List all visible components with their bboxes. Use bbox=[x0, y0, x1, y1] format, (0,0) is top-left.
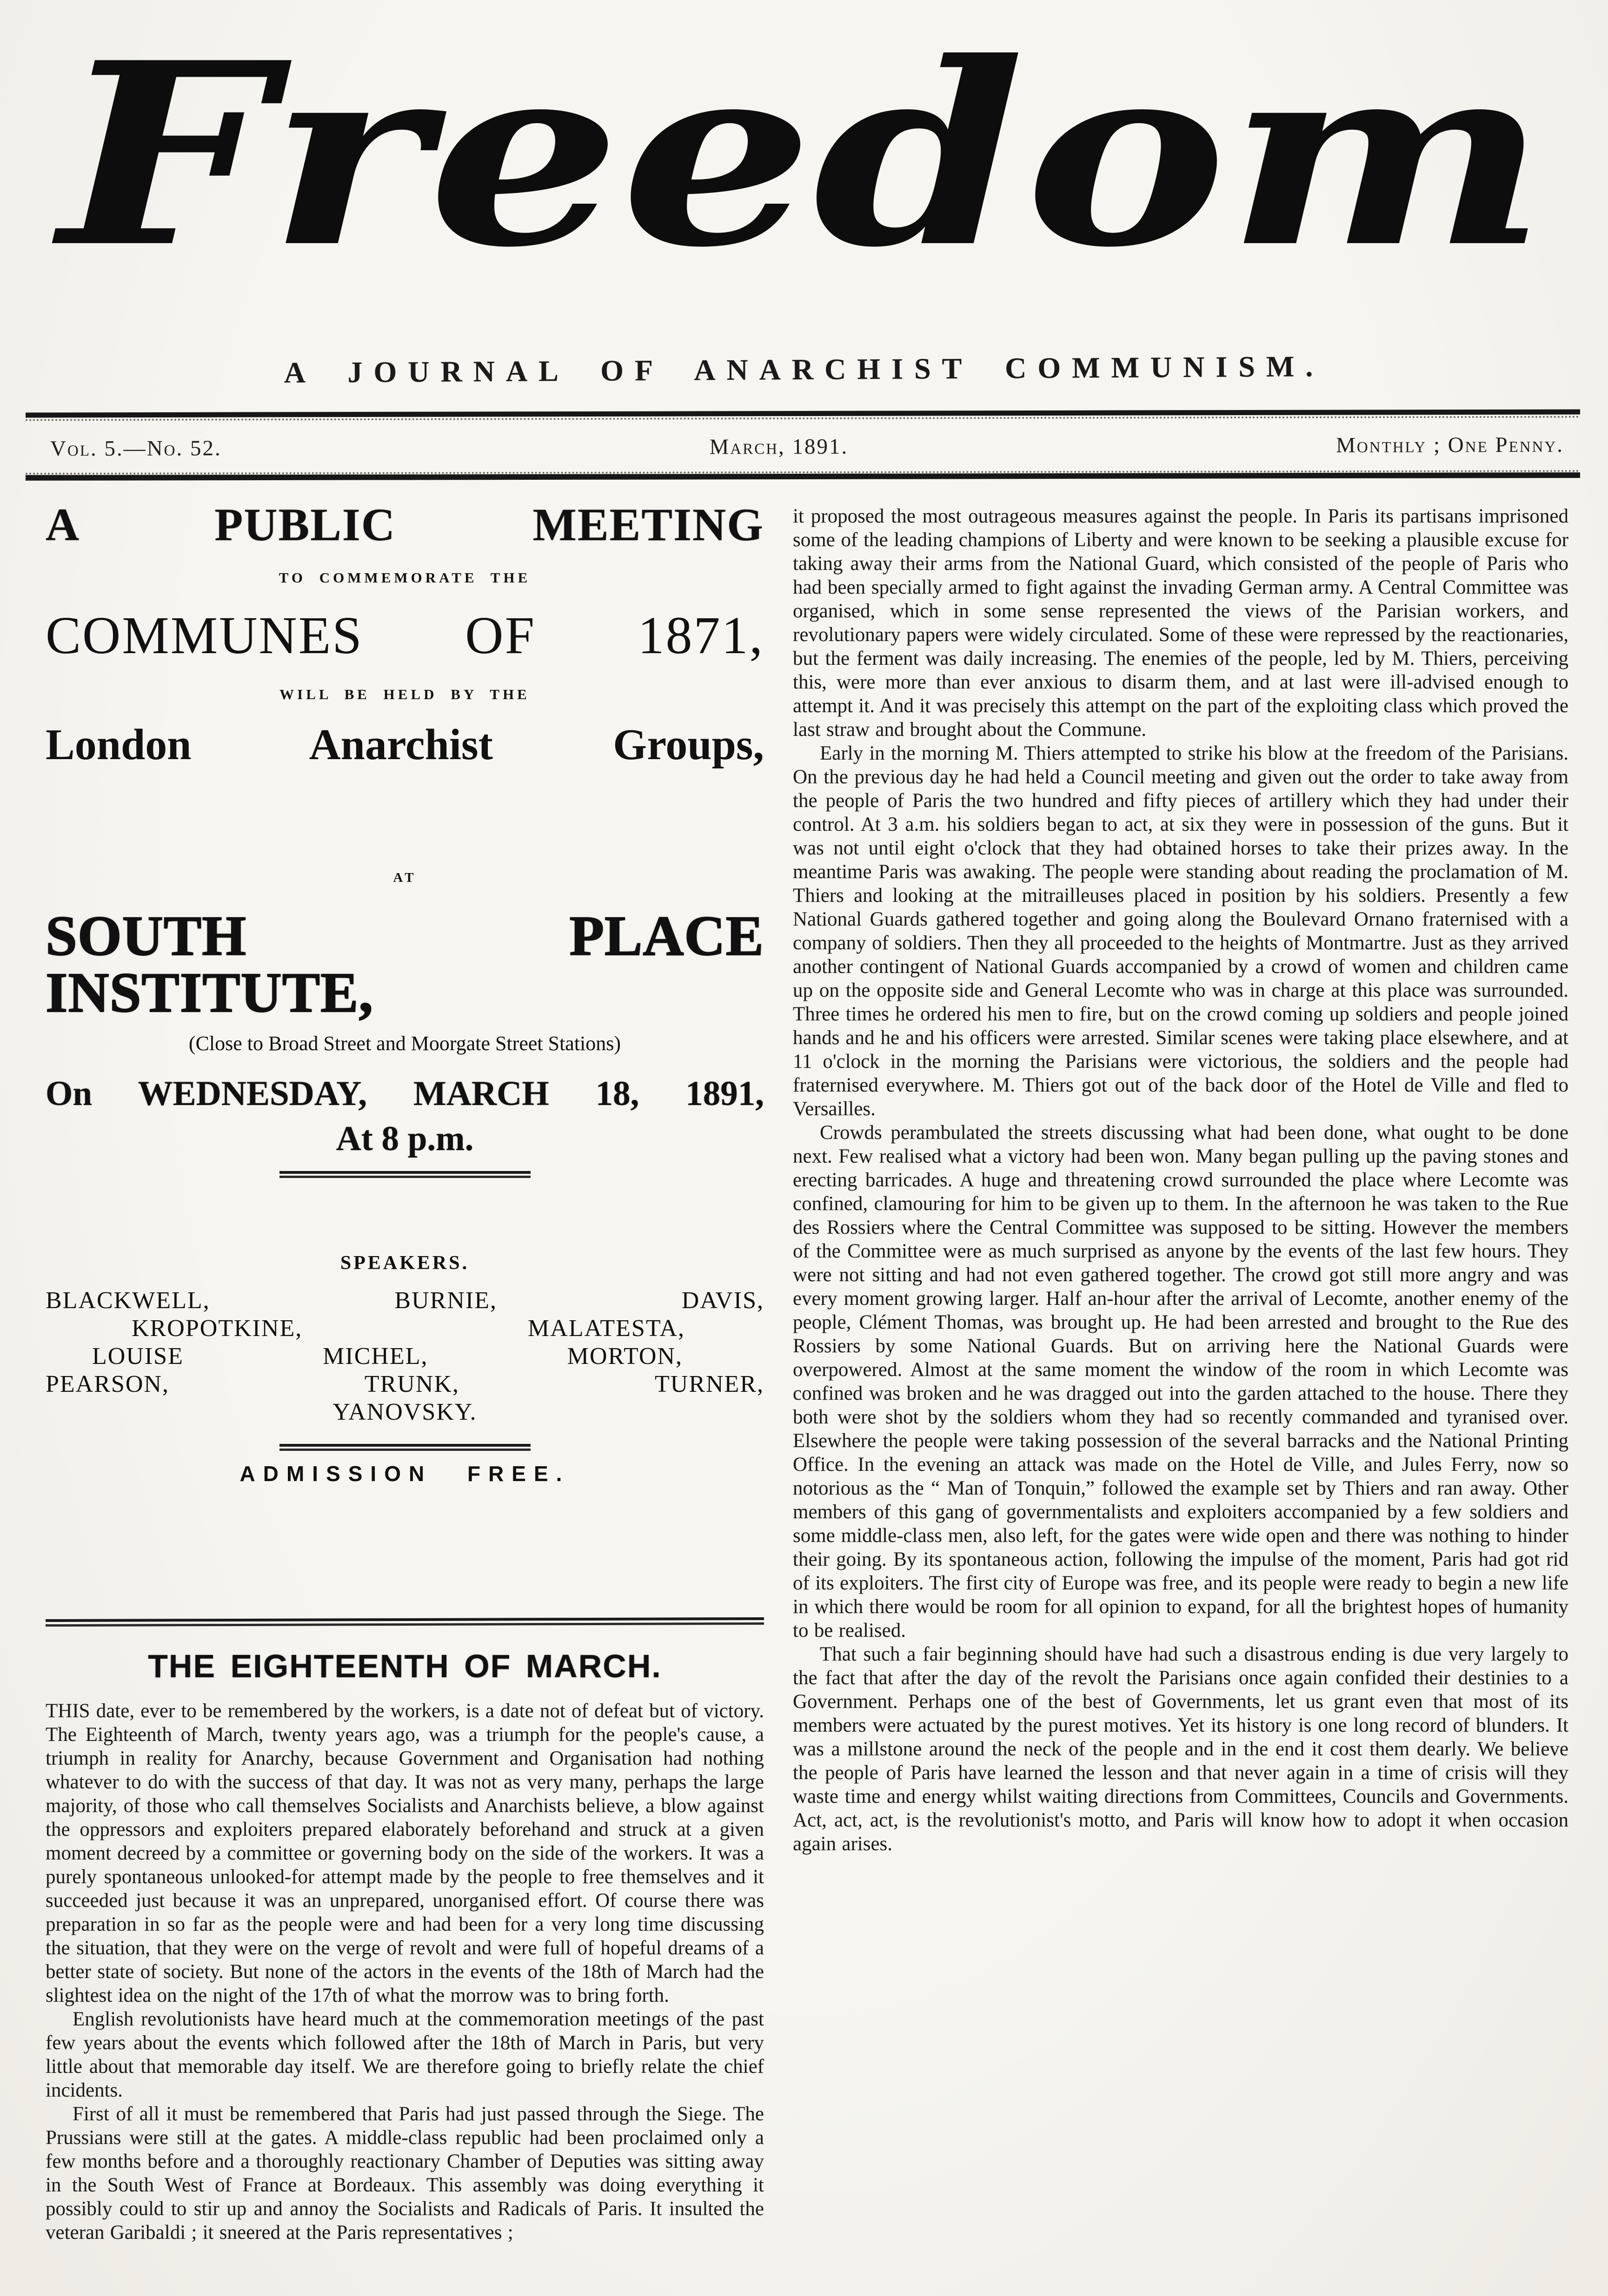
paragraph: That such a fair beginning should have had such a disastrous ending is due very largely to the fact that after the day of the revolt the Parisians once again confided their destinies to a Government. Perhaps one of the best of Governments, let us grant even that most of its members were actuated by the purest motives. Yet its history is one long record of blunders. It was a millstone around the neck of the people and in the end it cost them dearly. We believe the people of Paris have learned the lesson and that never again in a time of crisis will they waste time and energy whilst waiting directions from Committees, Councils and Governments. Act, act, act, is the revolutionist's motto, and Paris will know how to adopt it when occasion again arises. bbox=[793, 1643, 1568, 1855]
issue-line bbox=[50, 432, 1564, 462]
paragraph: First of all it must be remembered that Paris had just passed through the Siege. The Prussians were still at the gates. A middle-class republic had been proclaimed only a few months before and a thoroughly reactionary Chamber of Deputies was sitting away in the South West of France at Bordeaux. This assembly was doing everything it possibly could to stir up and annoy the Socialists and Radicals of Paris. It insulted the veteran Garibaldi ; it sneered at the Paris representatives ; bbox=[46, 2103, 764, 2243]
admission-line: ADMISSION FREE. bbox=[239, 1462, 570, 1486]
speakers-heading: SPEAKERS. bbox=[340, 1252, 470, 1274]
right-column bbox=[793, 502, 1568, 2244]
communes-line: COMMUNES OF 1871, bbox=[46, 606, 764, 665]
paragraph: THIS date, ever to be remembered by the workers, is a date not of defeat but of victory. The Eighteenth of March, twenty years ago, was a triumph for the people's cause, a triumph in reality for Anarchy, because Government and Organisation had nothing whatever to do with the success of that day. It was not as very many, perhaps the large majority, of those who call themselves Socialists and Anarchists believe, a blow against the oppressors and exploiters prepared elaborately beforehand and struck at a given moment decreed by a committee or governing body on the side of the workers. It was a purely spontaneous unlooked-for attempt made by the people to free themselves and it succeeded just because it was an unprepared, unorganised effort. Of course there was preparation in so far as the people were and had been for a very long time discussing the situation, that they were on the verge of revolt and were full of hopeful dreams of a better state of society. But none of the actors in the events of the 18th of March had the slightest idea on the night of the 17th of what the morrow was to bring forth. bbox=[46, 1700, 764, 2006]
speaker-line: KROPOTKINE, MALATESTA, bbox=[132, 1315, 685, 1342]
paragraph: Crowds perambulated the streets discussing what had been done, what ought to be done next. Few realised what a victory had been won. Many began pulling up the paving stones and erecting barricades. A huge and threatening crowd surrounded the place where Lecomte was confined, clamouring for him to be given up to them. In the afternoon he was taken to the Rue des Rossiers where the Central Committee was supposed to be sitting. However the members of the Committee were as much surprised as anyone by the events of the last few hours. They were not sitting and had not even gathered together. The crowd got still more angry and was every moment growing larger. Half an-hour after the arrival of Lecomte, another enemy of the people, Clément Thomas, was brought up. He had been arrested and brought to the Rue des Rossiers by some National Guards. But on arriving here the National Guards were overpowered. Almost at the same moment the window of the room in which Lecomte was confined was broken and he was dragged out into the garden attached to the house. There they both were shot by the soldiers whom they had so recently commanded and tyranised over. Elsewhere the people were taking possession of the several barracks and the National Printing Office. In the evening an attack was made on the Hotel de Ville, and Jules Ferry, now so notorious as the “ Man of Tonquin,” followed the example set by Thiers and ran away. Other members of this gang of governmentalists and exploiters accompanied by a few soldiers and some middle-class men, also left, for the gates were wide open and there was nothing to hinder their going. By its spontaneous action, following the impulse of the moment, Paris had got rid of its exploiters. The first city of Europe was free, and its people were ready to begin a new life in which there would be room for all opinion to expand, for all the brightest hopes of humanity to be realised. bbox=[793, 1122, 1568, 1641]
commemorate-line: TO COMMEMORATE THE bbox=[279, 569, 531, 586]
stations-line: (Close to Broad Street and Moorgate Street Stations) bbox=[188, 1032, 621, 1055]
paragraph: Early in the morning M. Thiers attempted to strike his blow at the freedom of the Parisians. On the previous day he had held a Council meeting and given out the order to take away from the people of Paris the two hundred and fifty pieces of artillery which they had under their control. At 3 a.m. his soldiers began to act, at six they were in possession of the guns. But it was not until eight o'clock that they had obtained horses to take their prizes away. In the meantime Paris was awaking. The people were standing about reading the proclamation of M. Thiers and looking at the mitrailleuses placed in position by his soldiers. Presently a few National Guards gathered together and going along the Boulevard Ornano fraternised with a company of soldiers. Then they all proceeded to the heights of Montmartre. Just as they arrived another contingent of National Guards accompanied by a crowd of women and children came up on the opposite side and General Lecomte who was in charge at this place was surrounded. Three times he ordered his men to fire, but on the crowd coming up soldiers and people joined hands and he and his officers were arrested. Similar scenes were taking place elsewhere, and at 11 o'clock in the morning the Parisians were victorious, the soldiers and the people had fraternised everywhere. M. Thiers got out of the back door of the Hotel de Ville and fled to Versailles. bbox=[793, 742, 1568, 1120]
article-divider bbox=[46, 1617, 764, 1627]
speaker-line: YANOVSKY. bbox=[332, 1399, 477, 1425]
speakers-list bbox=[46, 1287, 764, 1426]
at-line: AT bbox=[393, 870, 417, 885]
paragraph: it proposed the most outrageous measures against the people. In Paris its partisans imprisoned some of the leading champions of Liberty and were known to be seeking a plausible excuse for taking away their arms from the National Guard, which consisted of the people of Paris who had been specially armed to fight against the invading German army. A Central Committee was organised, which in some sense represented the views of the Parisian workers, and revolutionary papers were widely circulated. Some of these were repressed by the reactionaries, but the ferment was daily increasing. The enemies of the people, led by M. Thiers, perceiving this, were more than ever anxious to disarm them, and at last were ill-advised enough to attempt it. And it was precisely this attempt on the part of the exploiting class which proved the last straw and brought about the Commune. bbox=[793, 505, 1568, 741]
masthead-divider-bottom bbox=[26, 470, 1580, 481]
short-divider bbox=[279, 1444, 531, 1451]
groups-line: London Anarchist Groups, bbox=[46, 721, 764, 769]
masthead-logo bbox=[46, 26, 1562, 316]
held-by-line: WILL BE HELD BY THE bbox=[279, 686, 530, 702]
speaker-line: BLACKWELL, BURNIE, DAVIS, bbox=[46, 1287, 764, 1314]
masthead-title: Freedom bbox=[49, 26, 1548, 303]
left-column bbox=[46, 499, 764, 2244]
speaker-line: PEARSON, TRUNK, TURNER, bbox=[46, 1371, 764, 1397]
venue-line: SOUTH PLACE INSTITUTE, bbox=[46, 905, 764, 1024]
issue-date: March, 1891. bbox=[709, 434, 849, 459]
short-divider bbox=[279, 1171, 531, 1178]
page-columns bbox=[0, 499, 1608, 2244]
paragraph: English revolutionists have heard much at the commemoration meetings of the past few years about the events which followed after the 18th of March in Paris, but very little about that memorable day itself. We are therefore going to briefly relate the chief incidents. bbox=[46, 2008, 764, 2101]
event-time-line: At 8 p.m. bbox=[336, 1119, 474, 1158]
volume-number: Vol. 5.—No. 52. bbox=[50, 436, 222, 461]
masthead bbox=[0, 0, 1608, 479]
article-body-left bbox=[46, 1699, 764, 2244]
masthead-logo-art bbox=[46, 26, 1562, 314]
event-date-line: On WEDNESDAY, MARCH 18, 1891, bbox=[46, 1074, 764, 1113]
article-heading: THE EIGHTEENTH OF MARCH. bbox=[148, 1648, 662, 1684]
issue-price: Monthly ; One Penny. bbox=[1336, 432, 1564, 458]
masthead-divider-top bbox=[26, 409, 1580, 421]
meeting-title: A PUBLIC MEETING bbox=[46, 499, 764, 550]
speaker-line: LOUISE MICHEL, MORTON, bbox=[92, 1343, 683, 1370]
masthead-subtitle: A JOURNAL OF ANARCHIST COMMUNISM. bbox=[284, 350, 1324, 389]
